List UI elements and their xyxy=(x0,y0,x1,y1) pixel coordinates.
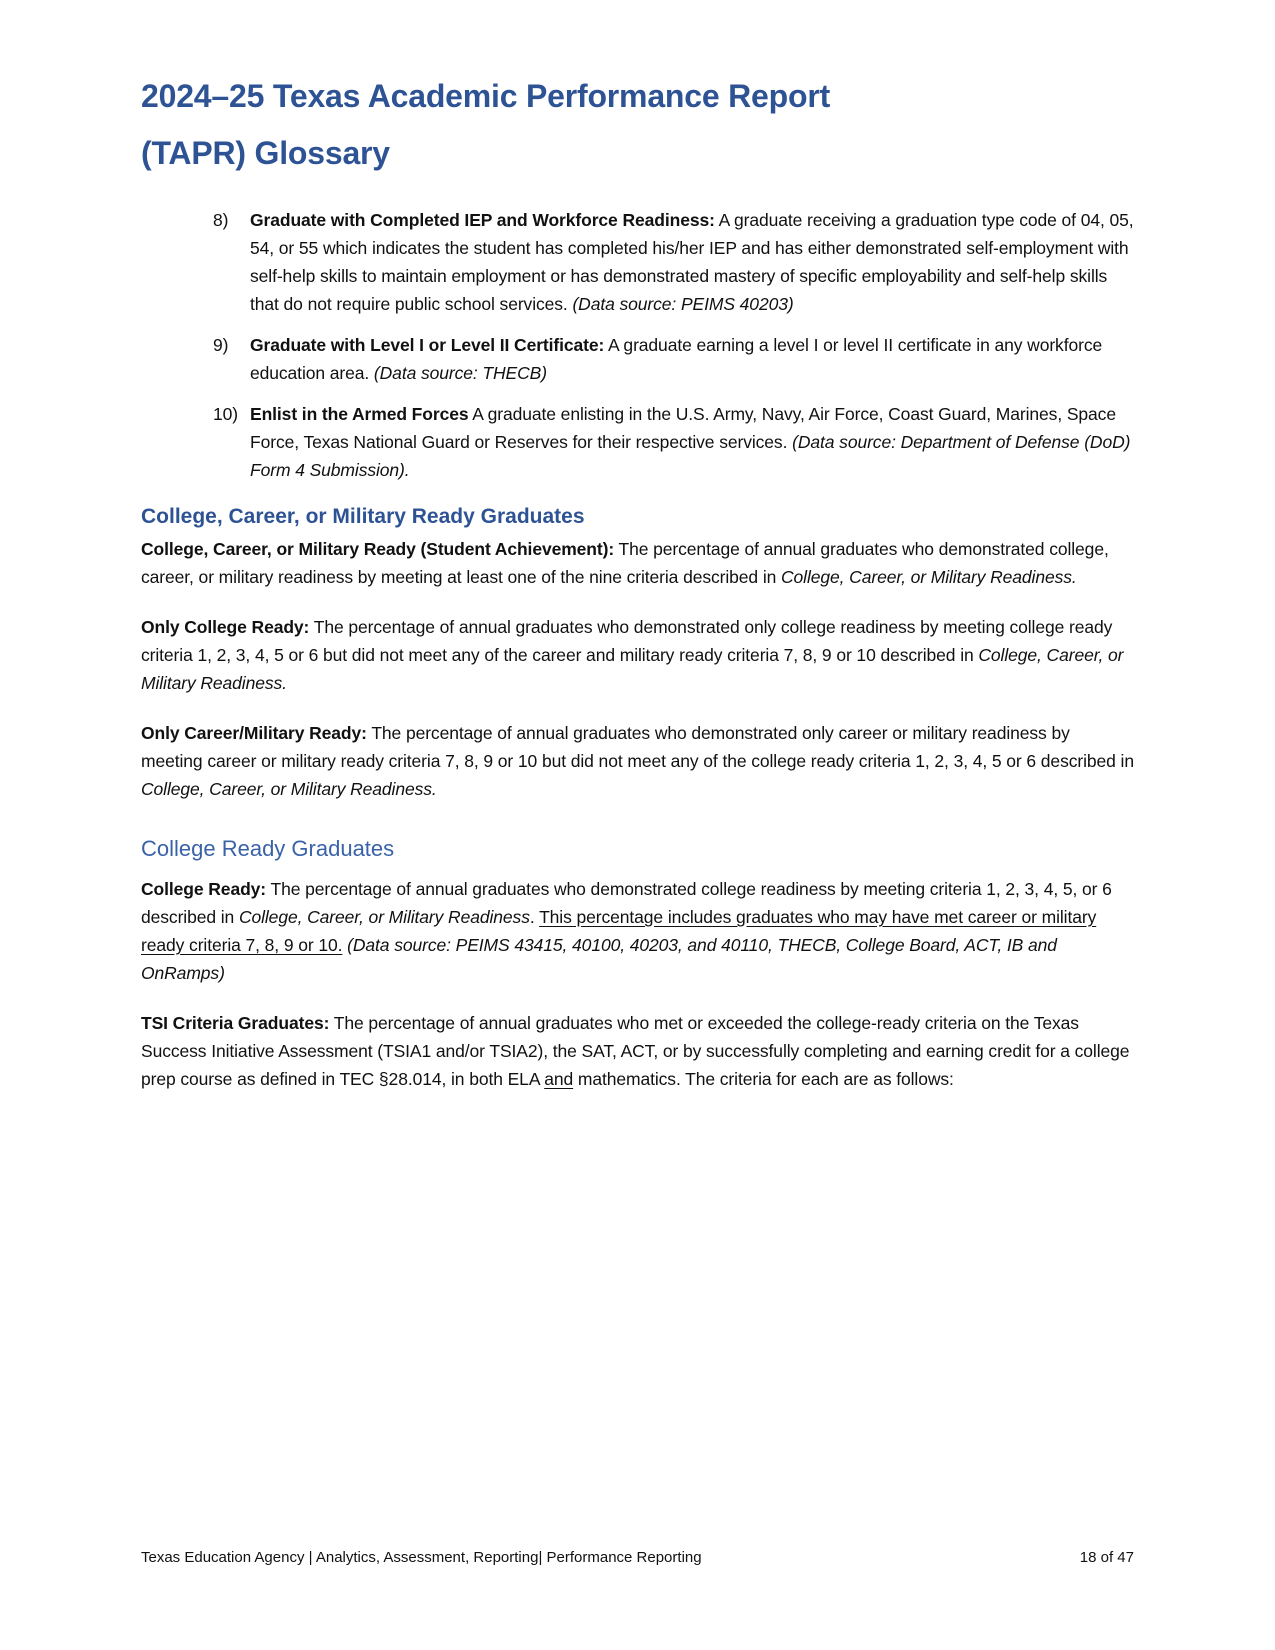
list-item-text xyxy=(250,206,1134,318)
page-footer xyxy=(141,1548,1134,1568)
list-item-number: 9) xyxy=(213,335,229,355)
text-run: The percentage of annual graduates who demonstrated college, career, or military readiness by meeting at least one of the nine criteria described in xyxy=(141,539,1109,587)
footer-agency-text: Texas Education Agency | Analytics, Assessment, Reporting| Performance Reporting xyxy=(141,1549,702,1566)
section-college-career-military-ready xyxy=(141,501,1134,803)
list-item-text xyxy=(250,331,1134,387)
paragraph-ccmr-student-achievement xyxy=(141,535,1134,591)
text-run: A graduate earning a level I or level II certificate in any workforce education area. xyxy=(250,335,1103,383)
text-run: Graduate with Completed IEP and Workforce Readiness: xyxy=(250,210,715,230)
text-run: The percentage of annual graduates who demonstrated only college readiness by meeting college ready criteria 1, 2, 3, 4, 5 or 6 but did not meet any of the career and military ready criteria 7, 8, 9 or 10 described in xyxy=(141,617,1113,665)
text-run: College Ready: xyxy=(141,879,267,899)
text-run: (Data source: PEIMS 40203) xyxy=(572,294,794,314)
list-item-text xyxy=(250,400,1134,484)
text-run: TSI Criteria Graduates: xyxy=(141,1013,330,1033)
text-run: College, Career, or Military Readiness. xyxy=(141,645,1124,693)
text-run: College, Career, or Military Readiness. xyxy=(781,567,1077,587)
section-heading-ccmr-graduates: College, Career, or Military Ready Graduates xyxy=(141,505,585,528)
text-run: Graduate with Level I or Level II Certificate: xyxy=(250,335,605,355)
paragraph-college-ready xyxy=(141,875,1134,987)
section-college-ready xyxy=(141,833,1134,1093)
subsection-heading-college-ready-graduates: College Ready Graduates xyxy=(141,836,395,861)
list-item-8 xyxy=(213,206,1134,318)
list-item-9 xyxy=(213,331,1134,387)
text-run: The percentage of annual graduates who met or exceeded the college-ready criteria on the Texas Success Initiative Assessment (TSIA1 and/or TSIA2), the SAT, ACT, or by successfully completing and earning credit for a college prep course as defined in TEC §28.014, in both ELA xyxy=(141,1013,1130,1089)
list-item-10 xyxy=(213,400,1134,484)
list-item-number: 8) xyxy=(213,210,229,230)
title-line-2: (TAPR) Glossary xyxy=(141,135,390,171)
text-run: Enlist in the Armed Forces xyxy=(250,404,469,424)
list-item-number: 10) xyxy=(213,404,238,424)
text-run: Only Career/Military Ready: xyxy=(141,723,367,743)
text-run: Only College Ready: xyxy=(141,617,310,637)
text-run: mathematics. The criteria for each are as follows: xyxy=(573,1069,954,1089)
text-run: This percentage includes graduates who may have met career or military ready criteria 7, 8, 9 or 10. xyxy=(141,907,1097,955)
paragraph-only-college-ready xyxy=(141,613,1134,697)
document-title xyxy=(141,68,1134,182)
text-run: (Data source: PEIMS 43415, 40100, 40203, and 40110, THECB, College Board, ACT, IB and OnRamps) xyxy=(141,935,1057,983)
text-run: A graduate enlisting in the U.S. Army, Navy, Air Force, Coast Guard, Marines, Space Force, Texas National Guard or Reserves for their respective services. xyxy=(250,404,1116,452)
text-run: College, Career, or Military Ready (Student Achievement): xyxy=(141,539,615,559)
paragraph-tsi-criteria-graduates xyxy=(141,1009,1134,1093)
text-run: (Data source: THECB) xyxy=(373,363,547,383)
title-line-1: 2024–25 Texas Academic Performance Report xyxy=(141,78,831,114)
numbered-list xyxy=(141,206,1134,484)
text-run: . xyxy=(529,907,540,927)
text-run: and xyxy=(544,1069,574,1089)
text-run: The percentage of annual graduates who demonstrated college readiness by meeting criteria 1, 2, 3, 4, 5, or 6 described in xyxy=(141,879,1112,927)
paragraph-only-career-military-ready xyxy=(141,719,1134,803)
text-run: College, Career, or Military Readiness xyxy=(238,907,530,927)
text-run: A graduate receiving a graduation type code of 04, 05, 54, or 55 which indicates the student has completed his/her IEP and has either demonstrated self-employment with self-help skills to maintain employment or has demonstrated mastery of specific employability and self-help skills that do not require public school services. xyxy=(250,210,1134,314)
footer-page-number: 18 of 47 xyxy=(1079,1549,1134,1566)
text-run: The percentage of annual graduates who demonstrated only career or military readiness by meeting career or military ready criteria 7, 8, 9 or 10 but did not meet any of the college ready criteria 1, 2, 3, 4, 5 or 6 described in xyxy=(141,723,1134,771)
text-run: (Data source: Department of Defense (DoD) Form 4 Submission). xyxy=(250,432,1131,480)
text-run: College, Career, or Military Readiness. xyxy=(141,779,437,799)
